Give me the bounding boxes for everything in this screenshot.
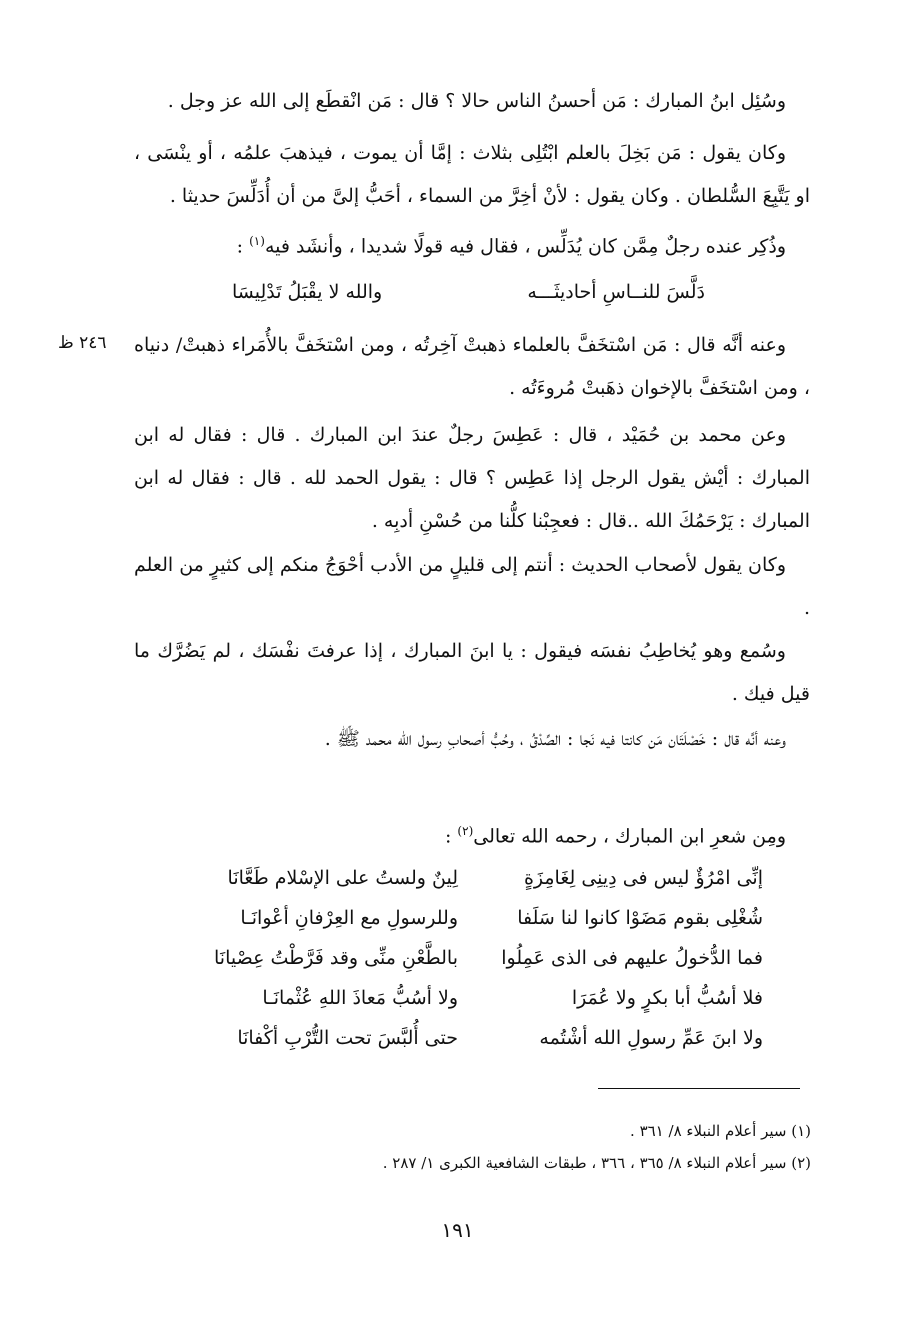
text-block — [134, 718, 810, 761]
poem-left-hemistich: ولا أسُبُّ مَعاذَ اللهِ عُثْمانَـا — [262, 987, 458, 1009]
poem-left-hemistich: حتى أُلبَّسَ تحت التُّرْبِ أكْفانَا — [237, 1027, 458, 1049]
paragraph: وعن محمد بن حُمَيْد ، قال : عَطِسَ رجلٌ عندَ ابن المبارك . قال : فقال له ابن المبارك : أيْش يقول الرجل إذا عَطِس ؟ قال : يقول الحمد لله . قال : فقال له ابن المبارك : يَرْحَمُكَ الله ..قال : فعجِبْنا كلُّنا من حُسْنِ أدبِه . — [134, 424, 810, 532]
poem-right-hemistich: فلا أسُبُّ أبا بكرٍ ولا عُمَرَا — [571, 987, 763, 1009]
paragraph-end: : — [236, 235, 250, 258]
couplet-left-hemistich: والله لا يقْبَلُ تَدْلِيسَا — [232, 281, 383, 303]
poem-verse — [0, 978, 915, 1018]
poem-left-hemistich: وللرسولِ مع العِرْفانِ أعْوانَـا — [240, 907, 458, 929]
poem-left-hemistich: بالطَّعْنِ منِّى وقد فَرَّطْتُ عِصْيانَا — [214, 947, 458, 969]
poem-verse — [0, 898, 915, 938]
footnote-mark: (١) — [249, 234, 265, 248]
footnote: (٢) سير أعلام النبلاء ٨/ ٣٦٥ ، ٣٦٦ ، طبقات الشافعية الكبرى ١/ ٢٨٧ . — [382, 1154, 811, 1172]
paragraph: وسُمع وهو يُخاطِبُ نفسَه فيقول : يا ابنَ المبارك ، إذا عرفتَ نفْسَك ، لم يَضُرَّك ما قيل فيك . — [134, 640, 810, 705]
paragraph: وعنه أنَّه قال : خَصْلَتَان مَن كانتا فيه نَجا : الصِّدْقُ ، وحُبُّ أصحابِ رسول الله محمد ﷺ . — [324, 728, 786, 750]
poem-right-hemistich: ولا ابنَ عَمِّ رسولِ الله أشْتُمه — [539, 1027, 763, 1049]
text-block — [134, 544, 810, 630]
margin-manuscript-folio: ٢٤٦ ظ — [58, 333, 107, 353]
text-block — [134, 810, 810, 858]
poem-verse — [0, 1018, 915, 1058]
paragraph: وكان يقول لأصحاب الحديث : أنتم إلى قليلٍ من الأدب أحْوَجُ منكم إلى كثيرٍ من العلم . — [134, 554, 810, 619]
paragraph: وسُئِل ابنُ المبارك : مَن أحسنُ الناس حالا ؟ قال : مَن انْقطَع إلى الله عز وجل . — [167, 90, 786, 112]
poem-right-hemistich: شُغْلِى بقوم مَضَوْا كانوا لنا سَلَفا — [517, 907, 763, 929]
poem-right-hemistich: فما الدُّخولُ عليهم فى الذى عَمِلُوا — [501, 947, 763, 969]
poem-left-hemistich: لِينٌ ولستُ على الإسْلام طَعَّانَا — [227, 867, 458, 889]
footnote-separator — [598, 1088, 800, 1089]
page-number: ١٩١ — [441, 1218, 474, 1242]
poem-right-hemistich: إنِّى امْرُؤٌ ليس فى دِينِى لِغَامِزَةٍ — [523, 867, 763, 889]
footnote: (١) سير أعلام النبلاء ٨/ ٣٦١ . — [630, 1122, 811, 1140]
paragraph — [134, 810, 810, 858]
text-block — [134, 414, 810, 543]
footnote-mark: (٢) — [457, 824, 474, 838]
paragraph-end: : — [444, 825, 458, 848]
text-block-top — [134, 80, 810, 123]
couplet-right-hemistich: دَلَّسَ للنــاسِ أحاديثَـــه — [527, 281, 705, 303]
paragraph-text: وذُكِر عنده رجلٌ مِمَّن كان يُدَلِّس ، فقال فيه قولًا شديدا ، وأنشَد فيه — [264, 235, 786, 258]
paragraph: وكان يقول : مَن بَخِلَ بالعلم ابْتُلِى بثلاث : إمَّا أن يموت ، فيذهبَ علمُه ، أو ينْسَى ، او يَتَّبِعَ السُّلطان . وكان يقول : لأنْ أخِرَّ من السماء ، أحَبُّ إلىَّ من أن أُدَلِّسَ حديثا . — [134, 142, 810, 207]
text-block — [134, 132, 810, 218]
text-block — [134, 220, 810, 268]
poem-verse — [0, 938, 915, 978]
paragraph-text: ومِن شعرِ ابن المبارك ، رحمه الله تعالى — [473, 825, 786, 848]
couplet-line — [0, 272, 915, 312]
poem-verse — [0, 858, 915, 898]
text-block — [134, 324, 810, 410]
text-block — [134, 630, 810, 716]
paragraph — [134, 220, 810, 268]
paragraph: وعنه أنَّه قال : مَن اسْتخَفَّ بالعلماء ذهبتْ آخِرتُه ، ومن اسْتخَفَّ بالأُمَراء ذهبتْ/ دنياه ، ومن اسْتخَفَّ بالإخوان ذهَبتْ مُروءَتُه . — [134, 334, 810, 399]
